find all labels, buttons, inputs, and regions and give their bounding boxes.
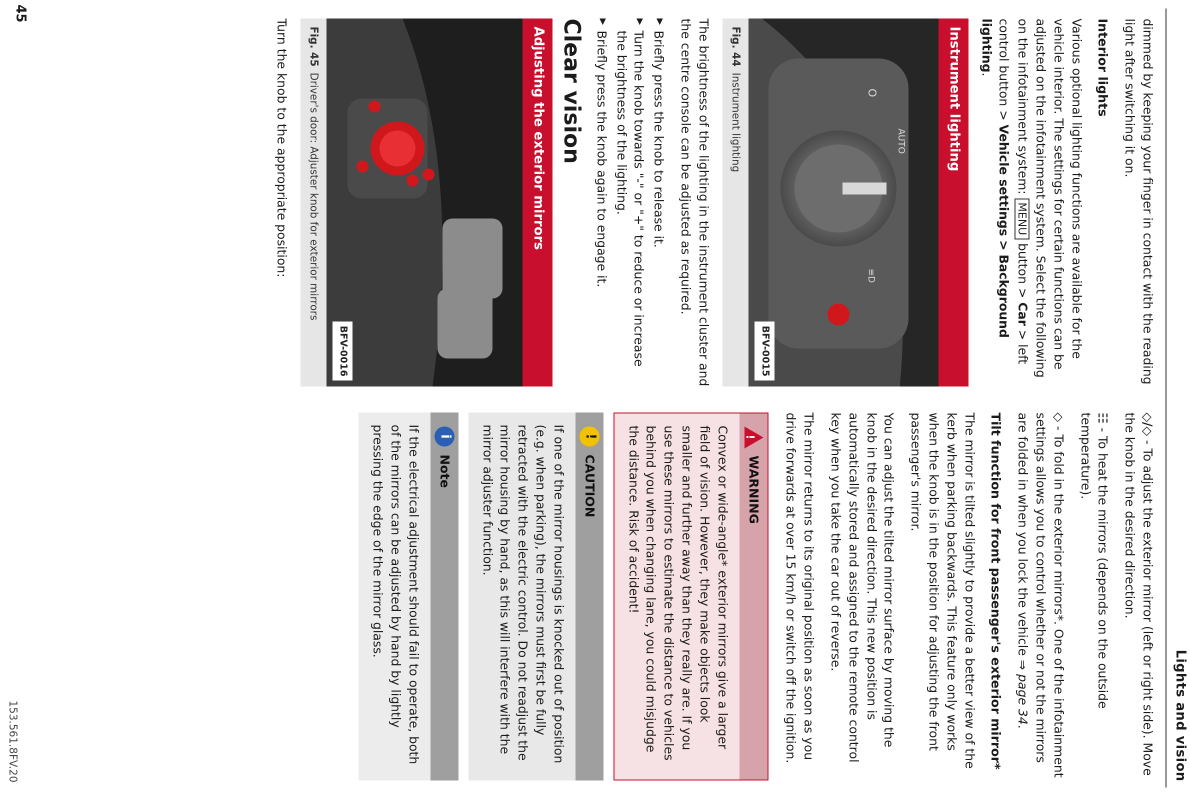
figure-44-caption: Fig. 44Instrument lighting [722, 18, 748, 386]
menu-button-label: MENU [1014, 198, 1029, 239]
figure-44-instrument-lighting [748, 18, 938, 386]
step-item: ▶ Briefly press the knob to release it. [649, 18, 667, 386]
svg-text:O: O [864, 88, 878, 97]
mirror-adjuster-image [326, 18, 522, 386]
step-item: ▶ Turn the knob towards "-" or "+" to reduce or increase the brightness of the lighting. [612, 18, 648, 386]
adjust-mirror-item: ◇/◇ - To adjust the exterior mirror (left or right side). Move the knob in the desired direction. [1122, 412, 1155, 776]
info-icon: i [434, 426, 454, 446]
right-column [359, 412, 1157, 780]
page-number: 45 [12, 4, 27, 23]
note-box [359, 412, 458, 780]
note-header: i Note [430, 412, 458, 780]
instrument-lighting-section-band: Instrument lighting [938, 18, 968, 386]
note-body: If the electrical adjustment should fail to operate, both of the mirrors can be adjusted by hand by lightly pressing the edge of the mirror glass. [370, 424, 421, 764]
caution-box [468, 412, 603, 780]
adjusting-mirrors-section-band: Adjusting the exterior mirrors [522, 18, 552, 386]
turn-knob-paragraph: Turn the knob to the appropriate position: [274, 18, 290, 277]
running-header: Lights and vision [1165, 8, 1188, 787]
warning-box [613, 412, 768, 780]
document-code: 153.561.8FV.20 [6, 700, 18, 783]
fold-mirror-item: ◇ - To fold in the exterior mirrors*. One of the infotainment settings allows you to control whether or not the mirrors are folded in when you lock the vehicle ⇒ page 34. [1015, 412, 1066, 778]
figure-45-caption: Fig. 45Driver's door: Adjuster knob for exterior mirrors [300, 18, 326, 386]
interior-lights-paragraph: Various optional lighting functions are available for the vehicle interior. The settings for certain functions can be adjusted on the infotainment system. Select the following on the infotainment system: MENU button > Car > left control button > Vehicle settings > Background lighting. [978, 18, 1084, 378]
svg-text:≡D: ≡D [864, 268, 875, 283]
instrument-lighting-paragraph: The brightness of the lighting in the instrument cluster and the centre console can be adjusted as required. [678, 18, 711, 386]
tilt-function-heading: Tilt function for front passenger's exterior mirror* [988, 412, 1004, 770]
caution-body: If one of the mirror housings is knocked out of position (e.g. when parking), the mirrors must first be fully retracted with the electric control. Do not readjust the mirror housing by hand, as this will interfere with the mirror adjuster function. [479, 424, 566, 763]
tilt-paragraph-2: You can adjust the tilted mirror surface by moving the knob in the desired direction. This new position is automatically stored and assigned to the remote control key when you take the car out of reverse. [828, 412, 897, 763]
intro-paragraph: dimmed by keeping your finger in contact with the reading light after switching it on. [1122, 18, 1155, 385]
warning-header: ! WARNING [739, 413, 767, 779]
instrument-lighting-steps [592, 18, 667, 386]
figure-44-code: BFV-0015 [754, 321, 774, 380]
tilt-paragraph-3: The mirror returns to its original position as soon as you drive forwards at over 15 km/h or switch off the ignition. [783, 412, 817, 763]
tilt-paragraph-1: The mirror is tilted slightly to provide a better view of the kerb when parking backwards. This feature only works when the knob is in the position for adjusting the front passenger's mirror. [908, 412, 977, 769]
interior-lights-heading: Interior lights [1095, 18, 1111, 117]
left-column [263, 18, 1156, 386]
step-item: ▶ Briefly press the knob again to engage it. [592, 18, 610, 386]
svg-text:AUTO: AUTO [894, 128, 905, 154]
caution-header: ! CAUTION [575, 412, 603, 780]
caution-icon: ! [579, 426, 599, 446]
light-switch-panel-image [748, 18, 938, 386]
warning-triangle-icon: ! [744, 426, 763, 448]
warning-body: Convex or wide-angle* exterior mirrors give a larger field of vision. However, they make objects look smaller and further away than they really are. If you use these mirrors to estimate the distance to vehicles behind you when changing lane, you could misjudge the distance. Risk of accident! [625, 425, 730, 761]
heat-mirror-item: ☷ - To heat the mirrors (depends on the outside temperature). [1077, 412, 1111, 709]
figure-45-code: BFV-0016 [332, 321, 352, 380]
clear-vision-heading: Clear vision [558, 18, 584, 164]
figure-45-mirror-knob [326, 18, 522, 386]
